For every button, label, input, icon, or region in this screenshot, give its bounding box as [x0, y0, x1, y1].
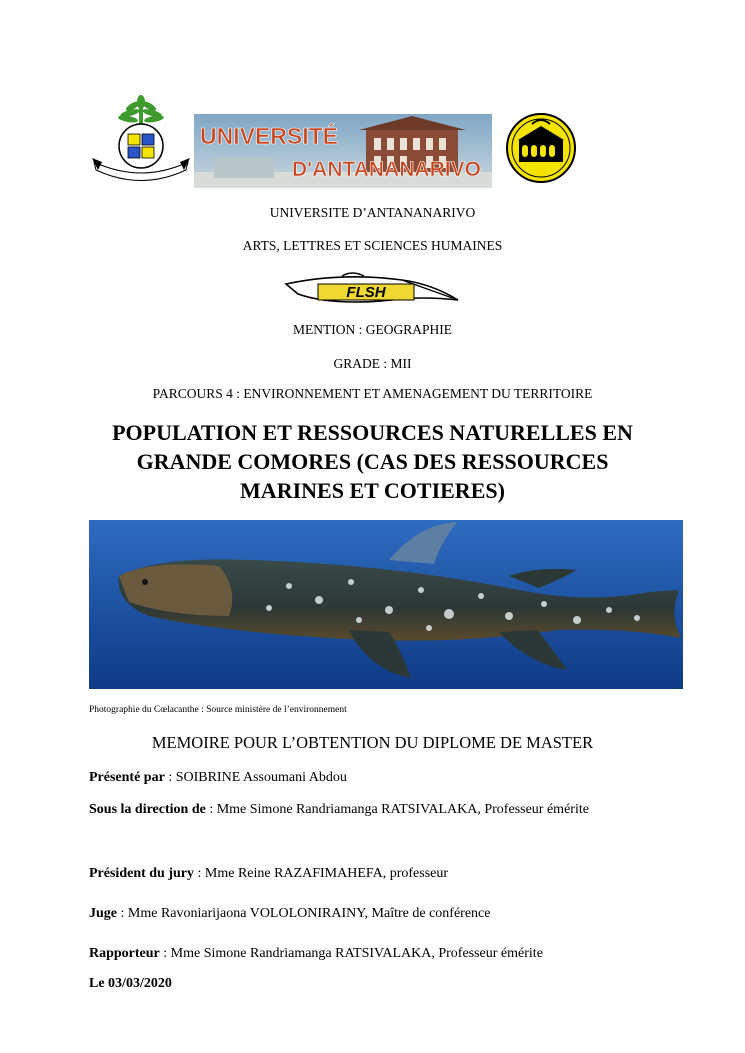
geography-department-logo [492, 94, 590, 194]
photo-caption: Photographie du Cœlacanthe : Source ministère de l’environnement [89, 705, 347, 715]
juge-value: : Mme Ravoniarijaona VOLOLONIRAINY, Maître de conférence [117, 906, 491, 921]
flsh-text: FLSH [346, 284, 386, 301]
date-row [89, 976, 172, 992]
thesis-title-line1: POPULATION ET RESSOURCES NATURELLES EN [112, 420, 633, 445]
thesis-title-line2: GRANDE COMORES (CAS DES RESSOURCES [136, 449, 609, 474]
rapporteur-value: : Mme Simone Randriamanga RATSIVALAKA, Professeur émérite [159, 946, 543, 961]
flsh-fish-logo [282, 270, 462, 308]
banner-line2: D'ANTANANARIVO [292, 158, 481, 181]
direction-value: : Mme Simone Randriamanga RATSIVALAKA, Professeur émérite [205, 802, 589, 817]
president-row [89, 866, 448, 882]
direction-row [89, 802, 589, 818]
rapporteur-row [89, 946, 543, 962]
thesis-title [80, 418, 665, 505]
banner-line1: UNIVERSITÉ [200, 123, 339, 149]
president-value: : Mme Reine RAZAFIMAHEFA, professeur [194, 866, 449, 881]
president-label: Président du jury [89, 866, 194, 881]
direction-label: Sous la direction de [89, 802, 206, 817]
coelacanth-photo [89, 520, 683, 689]
thesis-title-line3: MARINES ET COTIERES) [240, 478, 505, 503]
university-banner-logo [194, 114, 492, 188]
presente-par-value: : SOIBRINE Assoumani Abdou [164, 770, 347, 785]
grade: GRADE : MII [333, 356, 412, 371]
faculty-name: ARTS, LETTRES ET SCIENCES HUMAINES [242, 238, 503, 253]
geography-arc-bottom [492, 94, 575, 97]
juge-row [89, 906, 490, 922]
presente-par-row [89, 770, 347, 786]
rapporteur-label: Rapporteur [89, 946, 160, 961]
juge-label: Juge [89, 906, 117, 921]
parcours: PARCOURS 4 : ENVIRONNEMENT ET AMENAGEMENT DU TERRITOIRE [152, 386, 593, 401]
mention: MENTION : GEOGRAPHIE [293, 322, 452, 337]
university-name: UNIVERSITE D’ANTANANARIVO [269, 205, 476, 220]
date: Le 03/03/2020 [89, 976, 172, 991]
presente-par-label: Présenté par [89, 770, 165, 785]
memoire-heading: MEMOIRE POUR L’OBTENTION DU DIPLOME DE MASTER [151, 733, 594, 752]
madagascar-coat-of-arms-logo [88, 92, 194, 184]
